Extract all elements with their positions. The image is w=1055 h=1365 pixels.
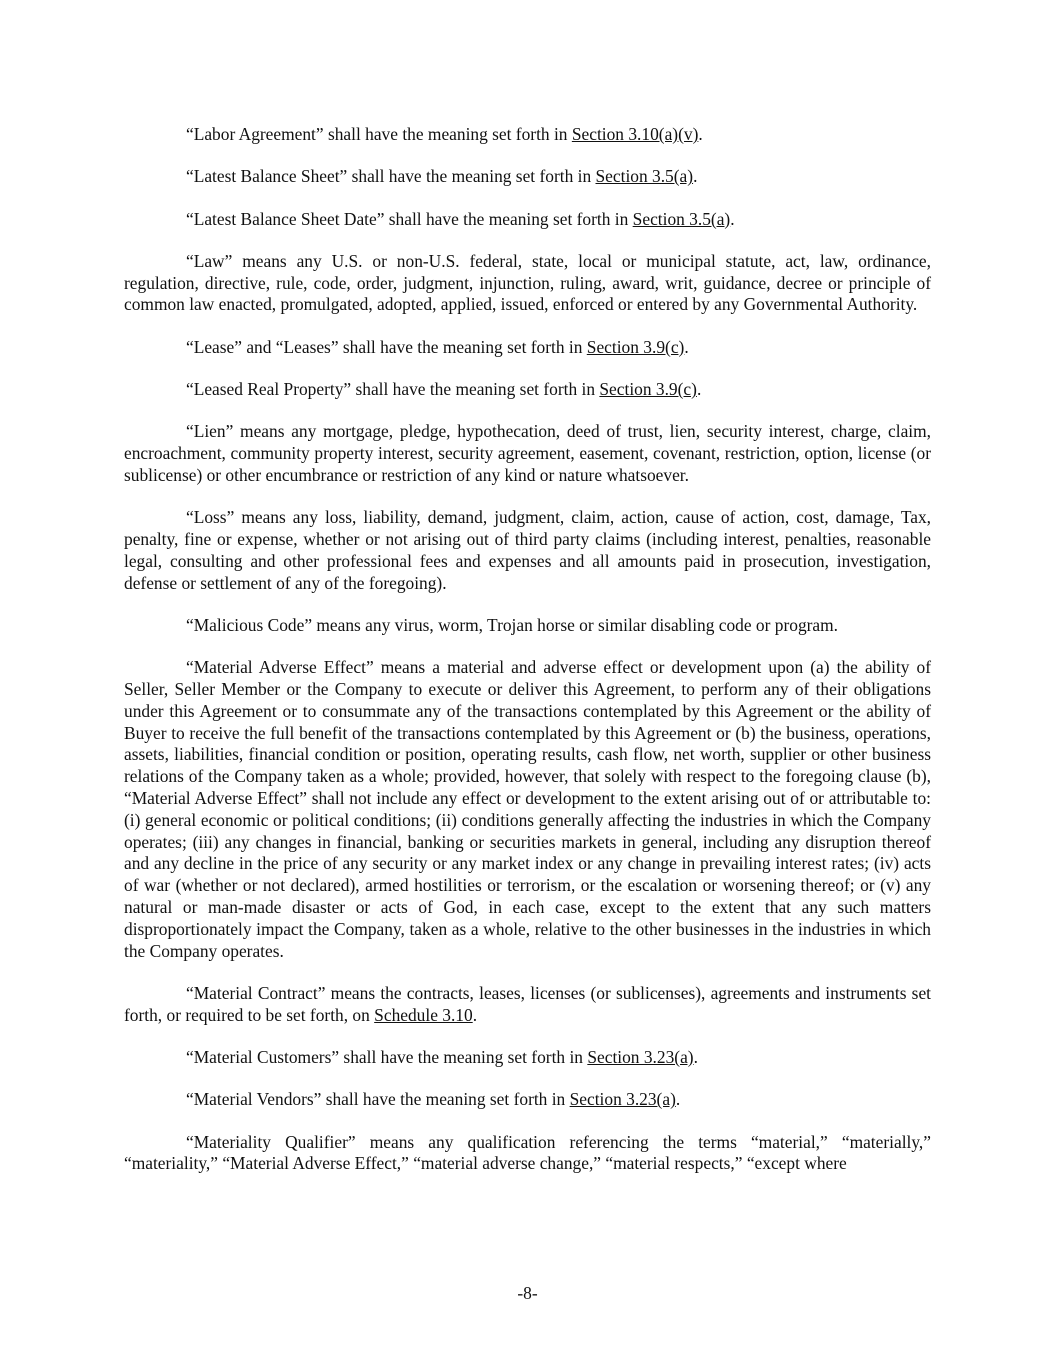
definition-materiality-qualifier: “Materiality Qualifier” means any qualification referencing the terms “material,” “materially,” “materiality,” “Material Adverse Effect,” “material adverse change,” “material respects,” “except where xyxy=(124,1131,931,1174)
definition-material-contract: “Material Contract” means the contracts, leases, licenses (or sublicenses), agreements and instruments set forth, or required to be set forth, on Schedule 3.10. xyxy=(124,982,931,1025)
definition-labor-agreement: “Labor Agreement” shall have the meaning set forth in Section 3.10(a)(v). xyxy=(186,124,703,144)
section-reference[interactable]: Section 3.5(a) xyxy=(632,208,731,229)
definition-lease: “Lease” and “Leases” shall have the meaning set forth in Section 3.9(c). xyxy=(186,336,689,357)
section-reference[interactable]: Section 3.9(c) xyxy=(599,379,697,400)
document-page xyxy=(124,124,931,1196)
section-reference[interactable]: Section 3.9(c) xyxy=(586,336,685,357)
definition-latest-balance-sheet-date: “Latest Balance Sheet Date” shall have the meaning set forth in Section 3.5(a). xyxy=(186,208,735,229)
definition-law: “Law” means any U.S. or non-U.S. federal, state, local or municipal statute, act, law, ordinance, regulation, directive, rule, code, order, judgment, injunction, ruling, award, writ, guidance, decree or principle of common law enacted, promulgated, adopted, applied, issued, enforced or entered by any Governmental Authority. xyxy=(124,250,931,315)
section-reference[interactable]: Section 3.23(a) xyxy=(587,1047,694,1067)
page-number: -8- xyxy=(517,1283,538,1303)
section-reference[interactable]: Section 3.5(a) xyxy=(595,166,694,187)
definition-material-customers: “Material Customers” shall have the meaning set forth in Section 3.23(a). xyxy=(186,1047,698,1067)
section-reference[interactable]: Section 3.10(a)(v) xyxy=(571,124,699,144)
schedule-reference[interactable]: Schedule 3.10 xyxy=(374,1004,473,1025)
definition-leased-real-property: “Leased Real Property” shall have the meaning set forth in Section 3.9(c). xyxy=(186,379,702,400)
definition-latest-balance-sheet: “Latest Balance Sheet” shall have the meaning set forth in Section 3.5(a). xyxy=(186,166,698,187)
definition-material-adverse-effect: “Material Adverse Effect” means a material and adverse effect or development upon (a) the ability of Seller, Seller Member or the Company to execute or deliver this Agreement, to perform any of their obligations under this Agreement or to consummate any of the transactions contemplated by this Agreement or the ability of Buyer to receive the full benefit of the transactions contemplated by this Agreement or (b) the business, operations, assets, liabilities, financial condition or position, operating results, cash flow, net worth, supplier or other business relations of the Company taken as a whole; provided, however, that solely with respect to the foregoing clause (b), “Material Adverse Effect” shall not include any effect or development to the extent arising out of or attributable to: (i) general economic or political conditions; (ii) conditions generally affecting the industries in which the Company operates; (iii) any changes in financial, banking or securities markets in general, including any disruption thereof and any decline in the price of any security or any market index or any change in prevailing interest rates; (iv) acts of war (whether or not declared), armed hostilities or terrorism, or the escalation or worsening thereof; or (v) any natural or man-made disaster or acts of God, in each case, except to the extent that any such matters disproportionately impact the Company, taken as a whole, relative to the other businesses in the industries in which the Company operates. xyxy=(124,657,931,961)
section-reference[interactable]: Section 3.23(a) xyxy=(569,1089,676,1110)
definition-malicious-code: “Malicious Code” means any virus, worm, Trojan horse or similar disabling code or program. xyxy=(186,614,839,635)
definition-lien: “Lien” means any mortgage, pledge, hypothecation, deed of trust, lien, security interest, charge, claim, encroachment, community property interest, security agreement, easement, covenant, restriction, option, license (or sublicense) or other encumbrance or restriction of any kind or nature whatsoever. xyxy=(124,421,931,485)
definition-loss: “Loss” means any loss, liability, demand, judgment, claim, action, cause of action, cost, damage, Tax, penalty, fine or expense, whether or not arising out of third party claims (including interest, penalties, reasonable legal, consulting and other professional fees and expenses and all amounts paid in prosecution, investigation, defense or settlement of any of the foregoing). xyxy=(124,507,931,593)
definition-material-vendors: “Material Vendors” shall have the meaning set forth in Section 3.23(a). xyxy=(186,1089,681,1110)
